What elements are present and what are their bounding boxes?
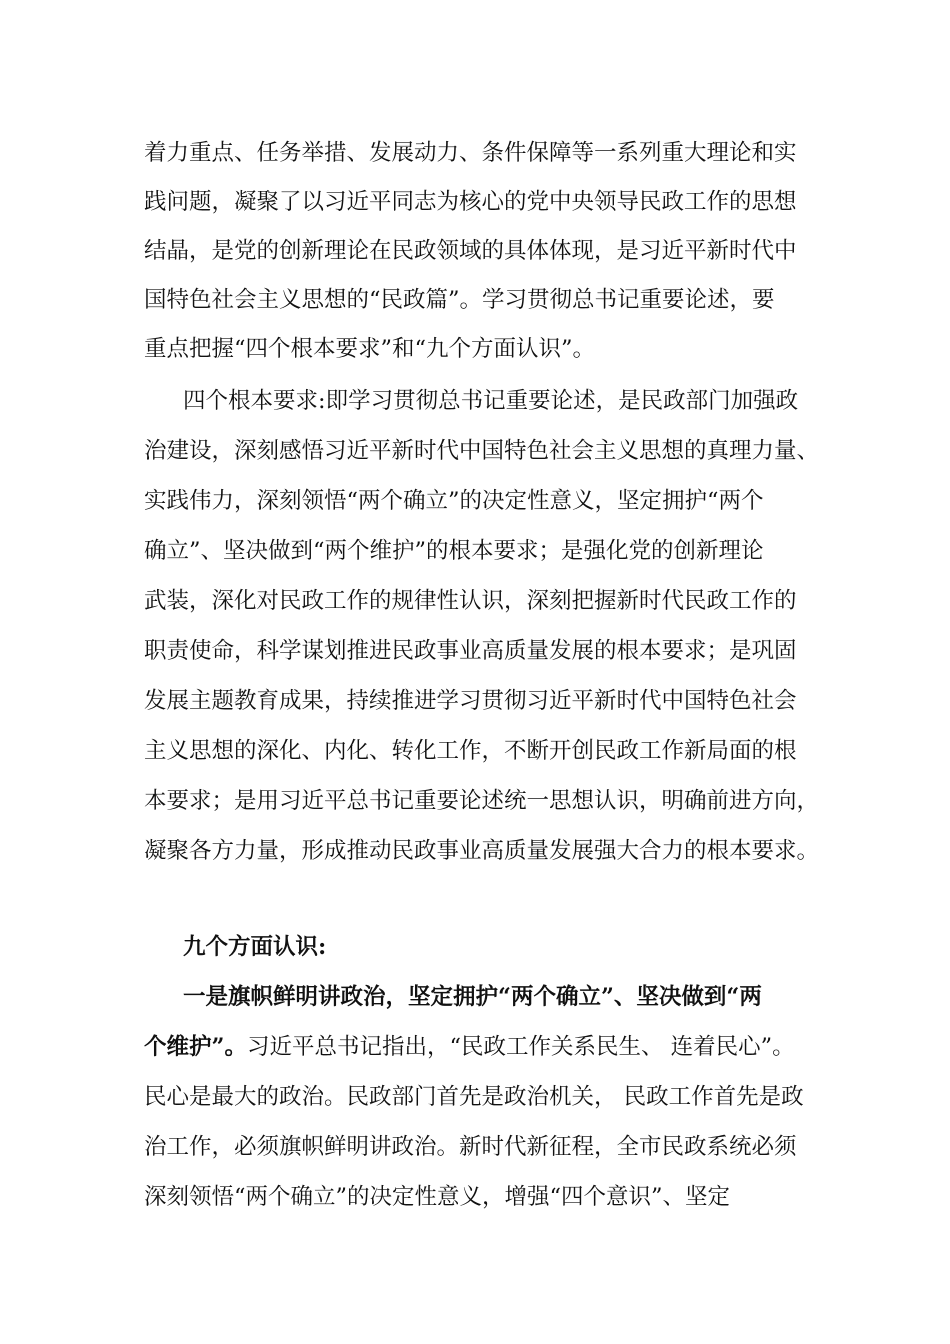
- paragraph2-line: 实践伟力，深刻领悟“两个确立”的决定性意义，坚定拥护“两个: [144, 488, 764, 514]
- paragraph2-line: 职责使命，科学谋划推进民政事业高质量发展的根本要求；是巩固: [144, 638, 797, 664]
- paragraph3-line: [144, 1032, 795, 1062]
- section-heading: 九个方面认识:: [183, 934, 327, 960]
- paragraph3-lead-rest: 习近平总书记指出，“民政工作关系民生、 连着民心”。: [246, 1034, 795, 1060]
- paragraph3-line: 民心是最大的政治。民政部门首先是政治机关， 民政工作首先是政: [144, 1084, 804, 1110]
- paragraph2-line: 四个根本要求:即学习贯彻总书记重要论述，是民政部门加强政: [183, 388, 799, 414]
- paragraph1-line: 国特色社会主义思想的“民政篇”。学习贯彻总书记重要论述，要: [144, 287, 775, 313]
- paragraph1-line: 践问题，凝聚了以习近平同志为核心的党中央领导民政工作的思想: [144, 189, 797, 215]
- paragraph2-line: 本要求；是用习近平总书记重要论述统一思想认识，明确前进方向，: [144, 788, 820, 814]
- paragraph1-line: 结晶，是党的创新理论在民政领域的具体体现，是习近平新时代中: [144, 238, 797, 264]
- paragraph2-line: 主义思想的深化、内化、转化工作，不断开创民政工作新局面的根: [144, 738, 797, 764]
- paragraph2-line: 发展主题教育成果，持续推进学习贯彻习近平新时代中国特色社会: [144, 688, 797, 714]
- paragraph3-lead-bold: 个维护”。: [144, 1034, 247, 1060]
- paragraph3-line: 治工作，必须旗帜鲜明讲政治。新时代新征程，全市民政系统必须: [144, 1134, 797, 1160]
- paragraph3-line-bold: 一是旗帜鲜明讲政治，坚定拥护“两个确立”、坚决做到“两: [183, 984, 762, 1010]
- paragraph2-line: 凝聚各方力量，形成推动民政事业高质量发展强大合力的根本要求。: [144, 838, 820, 864]
- paragraph1-line: 着力重点、任务举措、发展动力、条件保障等一系列重大理论和实: [144, 140, 797, 166]
- paragraph2-line: 治建设，深刻感悟习近平新时代中国特色社会主义思想的真理力量、: [144, 438, 820, 464]
- paragraph2-line: 确立”、坚决做到“两个维护”的根本要求；是强化党的创新理论: [144, 538, 764, 564]
- paragraph3-line: 深刻领悟“两个确立”的决定性意义，增强“四个意识”、坚定: [144, 1184, 731, 1210]
- paragraph2-line: 武装，深化对民政工作的规律性认识，深刻把握新时代民政工作的: [144, 588, 797, 614]
- paragraph1-line: 重点把握“四个根本要求”和“九个方面认识”。: [144, 336, 596, 362]
